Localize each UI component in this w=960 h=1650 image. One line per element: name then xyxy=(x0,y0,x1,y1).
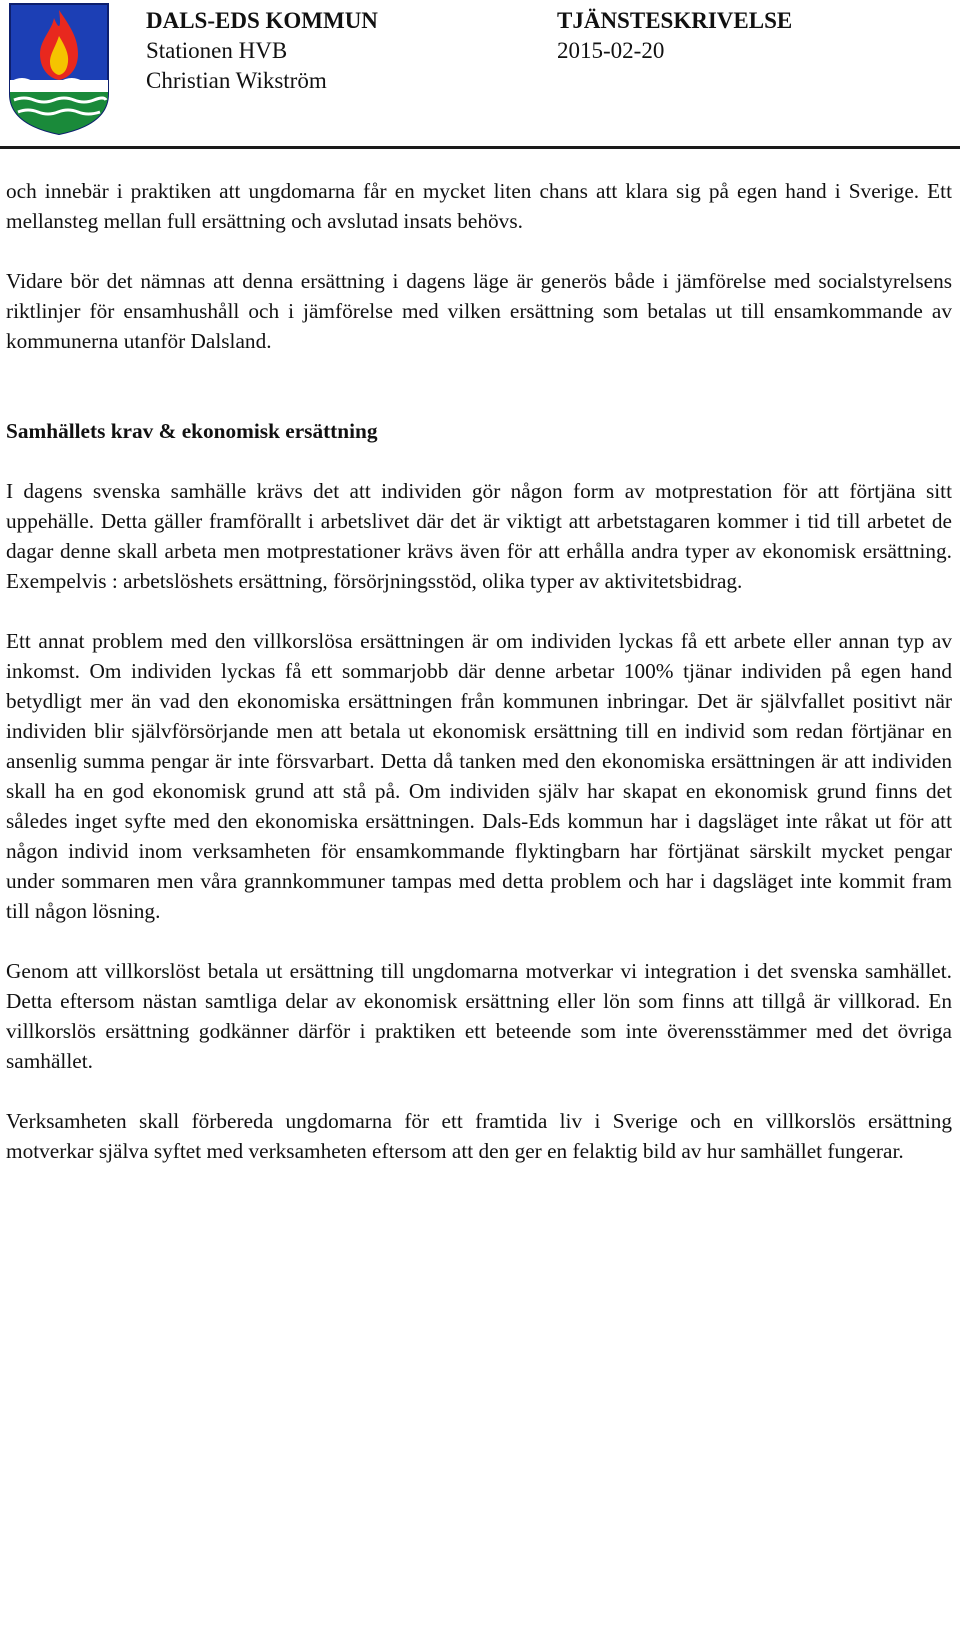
document-body xyxy=(6,176,952,1196)
paragraph-3: I dagens svenska samhälle krävs det att individen gör någon form av motprestation för att förtjäna sitt uppehälle. Detta gäller framförallt i arbetslivet där det är viktigt att arbetstagaren kommer i tid till arbetet de dagar denne skall arbeta men motprestationer krävs även för att erhålla andra typer av ekonomisk ersättning. Exempelvis : arbetslöshets ersättning, försörjningsstöd, olika typer av aktivitetsbidrag. xyxy=(6,479,952,593)
municipal-coat-of-arms-flame-icon xyxy=(8,2,110,136)
paragraph-5: Genom att villkorslöst betala ut ersättning till ungdomarna motverkar vi integration i det svenska samhället. Detta eftersom nästan samtliga delar av ekonomisk ersättning eller lön som finns att tillgå är villkorad. En villkorslös ersättning godkänner därför i praktiken ett beteende som inte överensstämmer med det övriga samhället. xyxy=(6,959,952,1073)
header-divider xyxy=(0,146,960,149)
organization-name: DALS-EDS KOMMUN xyxy=(146,8,378,33)
paragraph-4: Ett annat problem med den villkorslösa ersättningen är om individen lyckas få ett arbete eller annan typ av inkomst. Om individen lyckas få ett sommarjobb där denne arbetar 100% tjänar individen på egen hand betydligt mer än vad den ekonomiska ersättningen från kommunen inbringar. Det är självfallet positivt när individen blir självförsörjande men att betala ut ekonomisk ersättning till en individ som redan förtjänar en ansenlig summa pengar är inte försvarbart. Detta då tanken med den ekonomiska ersättningen är att individen skall ha en god ekonomisk grund att stå på. Om individen själv har skapat en ekonomisk grund finns det således inget syfte med den ekonomiska ersättningen. Dals-Eds kommun har i dagsläget inte råkat ut för att någon individ inom verksamheten för ensamkommande flyktingbarn har förtjänat särskilt mycket pengar under sommaren men våra grannkommuner tampas med detta problem och har i dagsläget inte kommit fram till någon lösning. xyxy=(6,629,952,923)
document-meta-block xyxy=(557,6,792,66)
sender-block xyxy=(146,6,378,96)
letterhead xyxy=(0,0,960,150)
section-heading: Samhällets krav & ekonomisk ersättning xyxy=(6,419,378,443)
document-date: 2015-02-20 xyxy=(557,38,665,63)
department-name: Stationen HVB xyxy=(146,38,288,63)
paragraph-6: Verksamheten skall förbereda ungdomarna för ett framtida liv i Sverige och en villkorslös ersättning motverkar själva syftet med verksamheten eftersom att den ger en felaktig bild av hur samhället fungerar. xyxy=(6,1109,952,1163)
paragraph-2: Vidare bör det nämnas att denna ersättning i dagens läge är generös både i jämförelse med socialstyrelsens riktlinjer för ensamhushåll och i jämförelse med vilken ersättning som betalas ut till ensamkommande av kommunerna utanför Dalsland. xyxy=(6,269,952,353)
paragraph-1: och innebär i praktiken att ungdomarna får en mycket liten chans att klara sig på egen hand i Sverige. Ett mellansteg mellan full ersättning och avslutad insats behövs. xyxy=(6,179,952,233)
author-name: Christian Wikström xyxy=(146,68,327,93)
document-type: TJÄNSTESKRIVELSE xyxy=(557,8,793,33)
